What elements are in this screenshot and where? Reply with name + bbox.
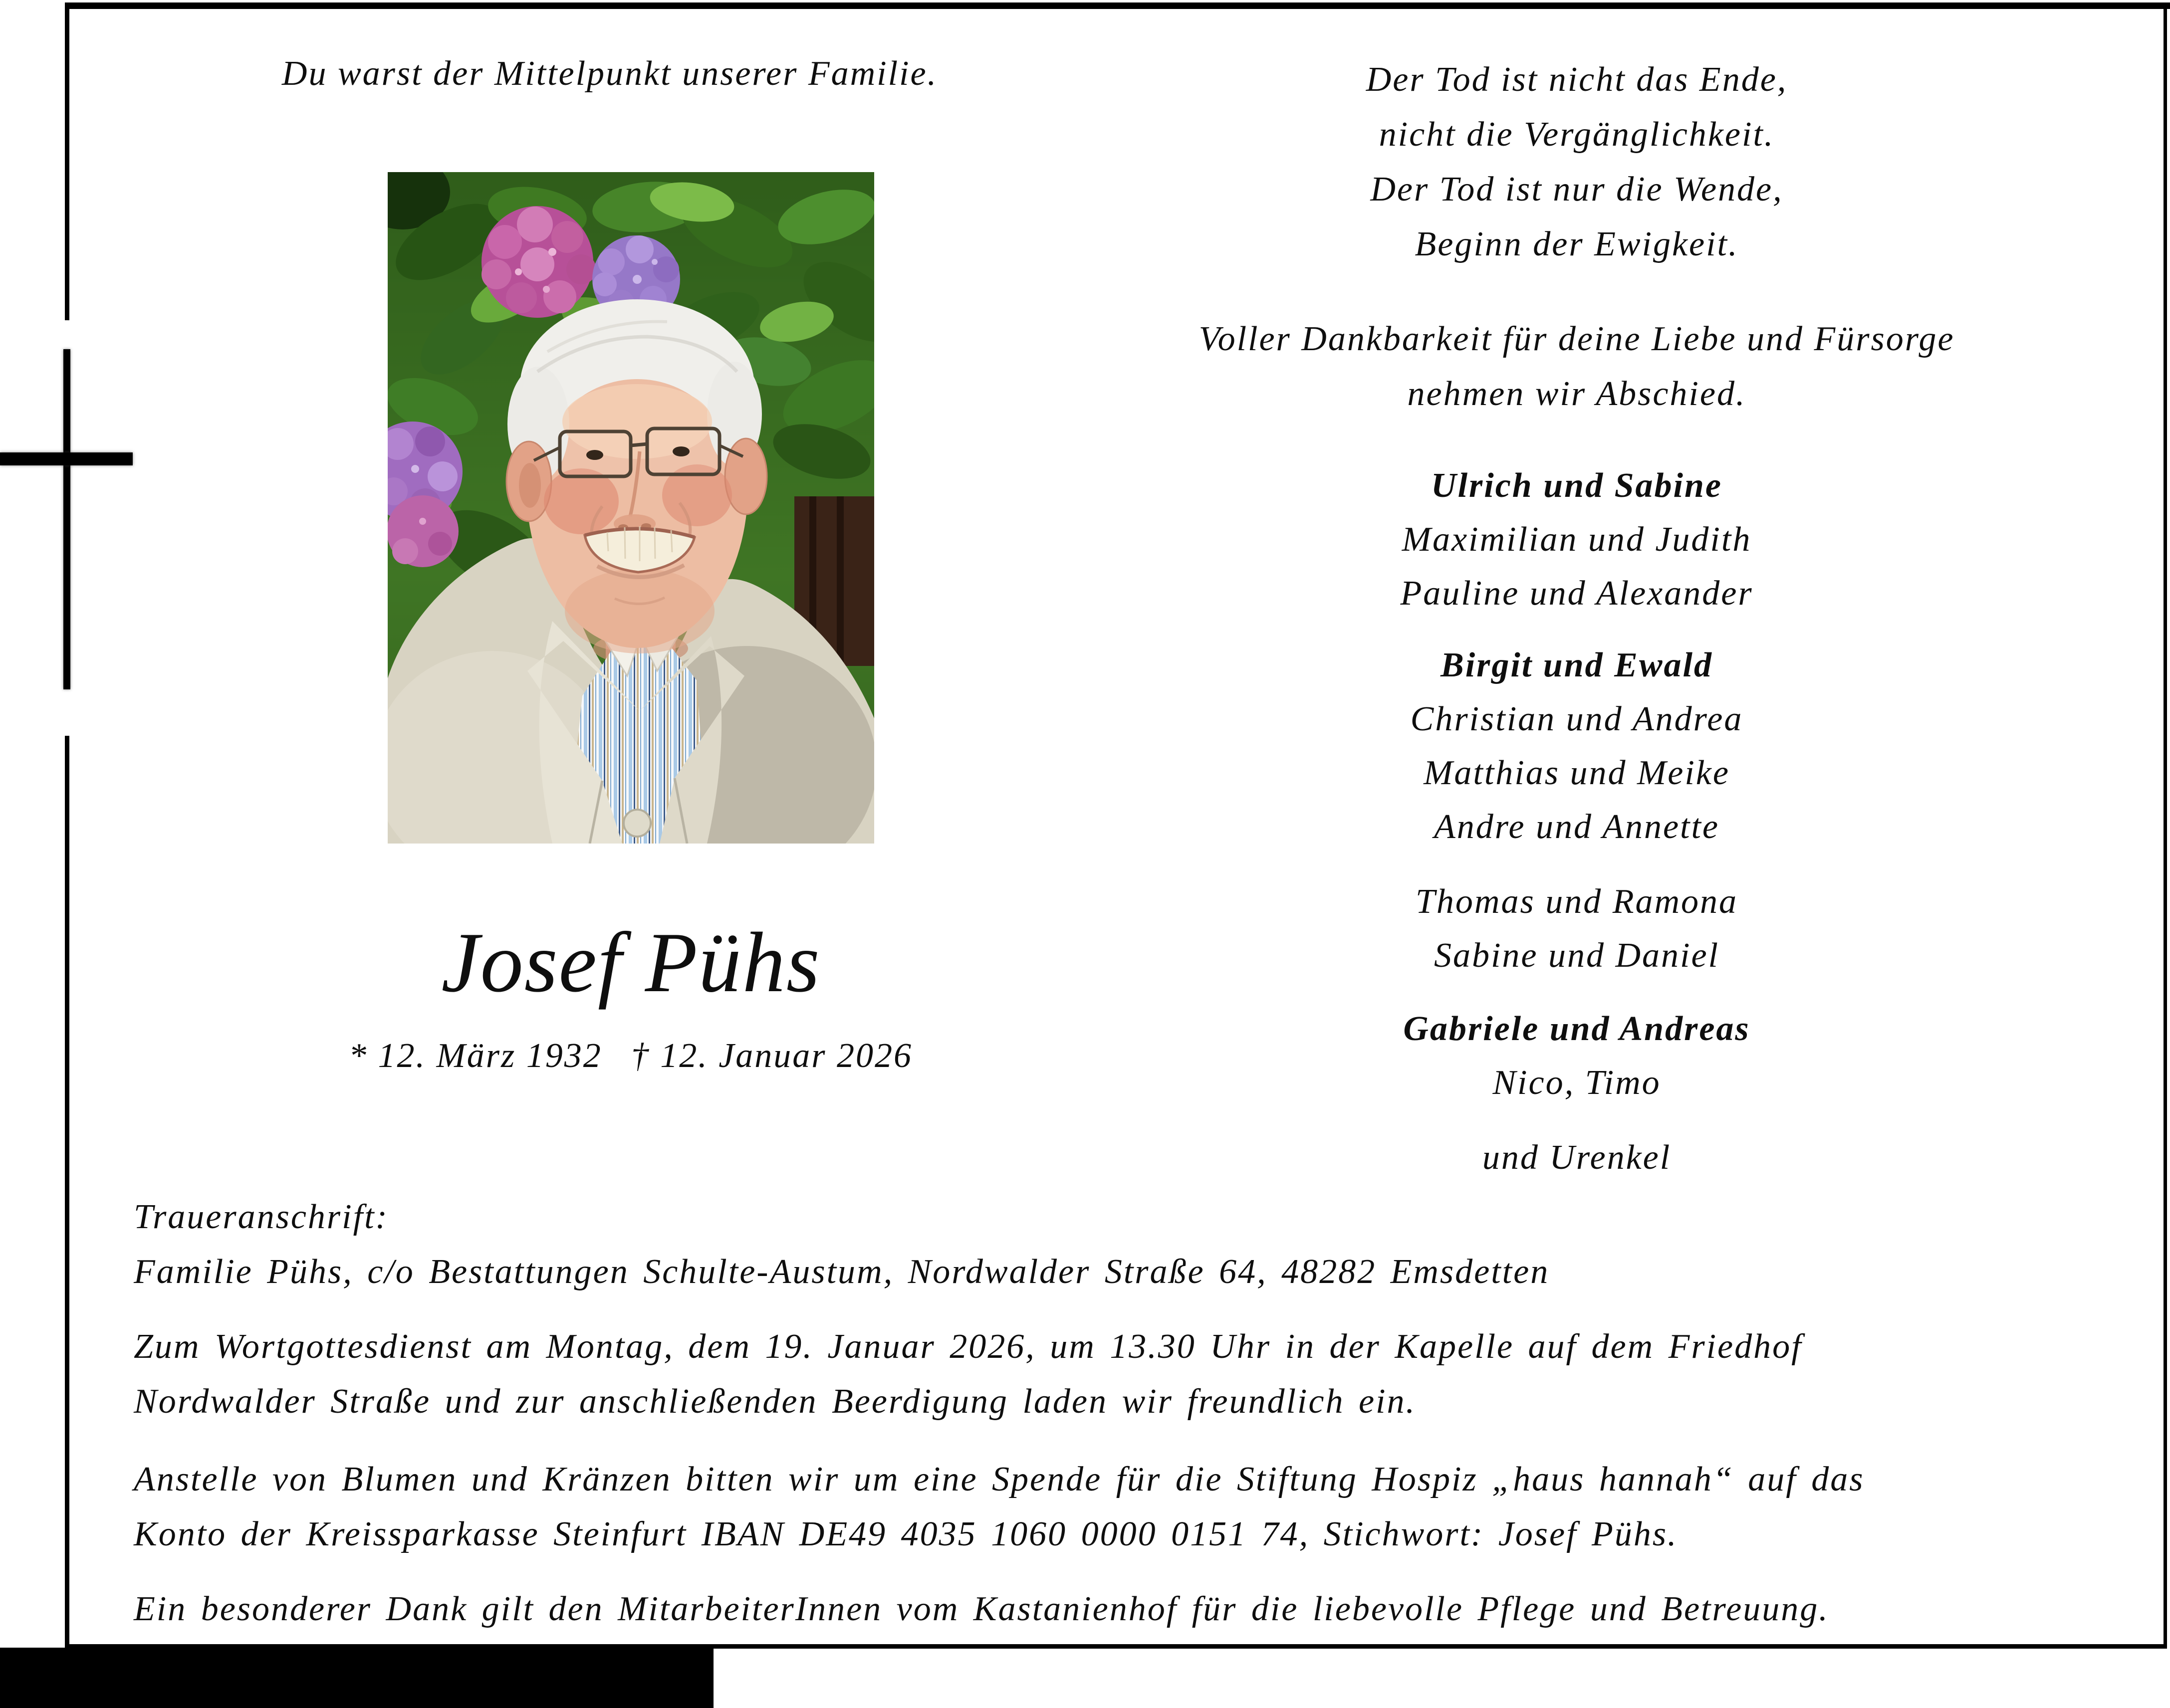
mourning-address-label: Traueranschrift: (134, 1198, 389, 1236)
mourner-name: Pauline und Alexander (1400, 574, 1753, 613)
memorial-poem (1138, 52, 2016, 422)
memorial-cross-icon (0, 452, 133, 465)
mourning-address (134, 1190, 2100, 1299)
poem-line: Der Tod ist nicht das Ende, (1366, 60, 1788, 99)
memorial-cross-icon (63, 349, 70, 689)
card-border-right (2164, 2, 2167, 1649)
service-line: Zum Wortgottesdienst am Montag, dem 19. Januar 2026, um 13.30 Uhr in der Kapelle auf dem Friedhof (134, 1327, 1803, 1366)
mourner-name: Christian und Andrea (1410, 700, 1743, 738)
mourner-name: Sabine und Daniel (1434, 936, 1720, 975)
farewell-text (1138, 312, 2016, 422)
mourner-name: Andre und Annette (1434, 808, 1719, 846)
thanks-note: Ein besonderer Dank gilt den MitarbeiterInnen vom Kastanienhof für die liebevolle Pflege und Betreuung. (134, 1590, 1829, 1628)
mourner-name: Maximilian und Judith (1402, 520, 1752, 559)
card-border-top (65, 2, 2170, 9)
poem-line: nicht die Vergänglichkeit. (1379, 115, 1775, 154)
poem-line: Der Tod ist nur die Wende, (1370, 170, 1783, 209)
family-quote: Du warst der Mittelpunkt unserer Familie. (281, 54, 938, 93)
mourner-name: Gabriele und Andreas (1403, 1010, 1750, 1048)
funeral-service-info (134, 1319, 2100, 1429)
poem-line: Beginn der Ewigkeit. (1415, 225, 1739, 263)
card-border-left (65, 736, 69, 1646)
mourner-name: Birgit und Ewald (1441, 646, 1713, 684)
mourner-name: Thomas und Ramona (1415, 882, 1738, 921)
scan-edge-bar (0, 1648, 714, 1708)
donation-info (134, 1452, 2100, 1562)
mourners-list (1138, 459, 2016, 1185)
portrait-photo (388, 172, 874, 844)
farewell-line: nehmen wir Abschied. (1407, 375, 1746, 413)
mourner-name: Nico, Timo (1492, 1064, 1661, 1102)
mourner-group (1138, 1131, 2016, 1185)
service-line: Nordwalder Straße und zur anschließenden Beerdigung laden wir freundlich ein. (134, 1382, 1416, 1421)
mourner-group (1138, 459, 2016, 621)
card-border-left (65, 2, 69, 320)
mourner-name: Matthias und Meike (1424, 754, 1730, 792)
mourner-name: Ulrich und Sabine (1431, 466, 1722, 505)
farewell-line: Voller Dankbarkeit für deine Liebe und Fürsorge (1199, 320, 1955, 358)
mourner-name: und Urenkel (1482, 1138, 1672, 1177)
donation-line: Konto der Kreissparkasse Steinfurt IBAN DE49 4035 1060 0000 0151 74, Stichwort: Josef Pühs. (134, 1515, 1678, 1553)
mourner-group (1138, 875, 2016, 983)
life-dates (294, 1029, 967, 1083)
footer-text (134, 1190, 2100, 1637)
death-date: † 12. Januar 2026 (631, 1037, 913, 1075)
mourning-address-line: Familie Pühs, c/o Bestattungen Schulte-Austum, Nordwalder Straße 64, 48282 Emsdetten (134, 1253, 1550, 1291)
portrait-photo-illustration (388, 172, 874, 844)
deceased-name: Josef Pühs (441, 915, 821, 1010)
mourner-group (1138, 639, 2016, 854)
mourner-group (1138, 1002, 2016, 1110)
donation-line: Anstelle von Blumen und Kränzen bitten wir um eine Spende für die Stiftung Hospiz „haus hannah“ auf das (134, 1460, 1865, 1498)
birth-date: * 12. März 1932 (348, 1037, 602, 1075)
